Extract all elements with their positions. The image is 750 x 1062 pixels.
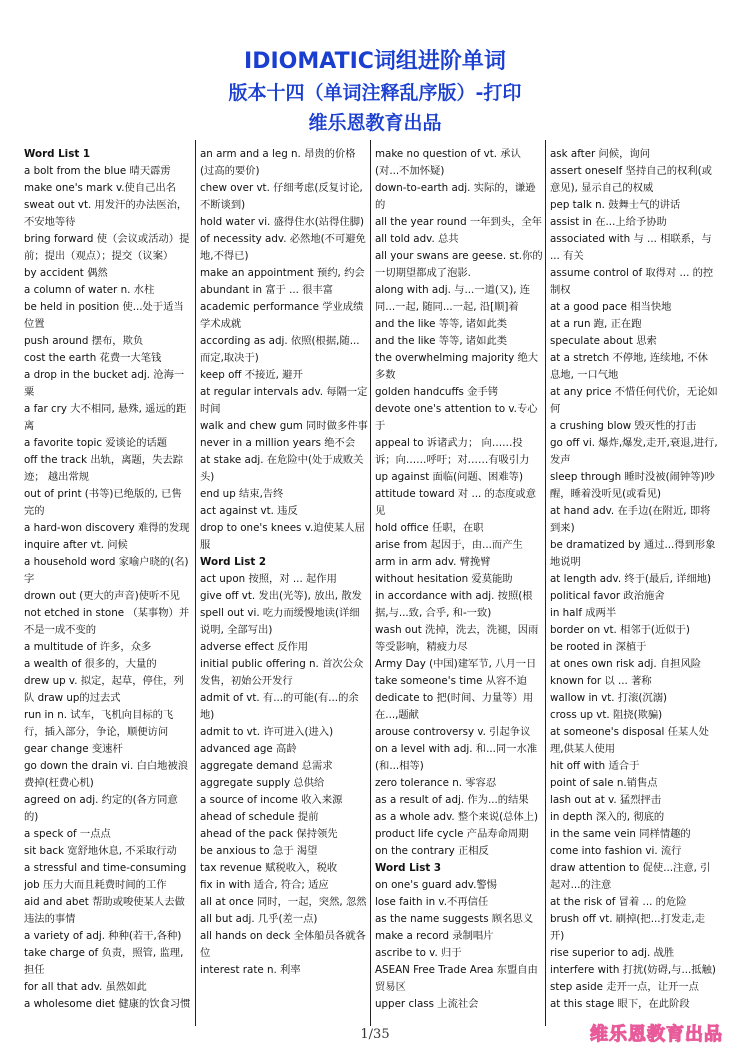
- page-number: 1/35: [360, 1027, 390, 1042]
- vocab-entry: a wholesome diet 健康的饮食习惯: [24, 998, 191, 1010]
- vocab-entry: give off vt. 发出(光等), 放出, 散发: [200, 590, 362, 602]
- vocab-entry: arise from 起因于，由...而产生: [375, 539, 523, 551]
- vocab-entry: a stressful and time-consuming job 压力大而且耗费时间的工作: [24, 862, 187, 891]
- vocab-entry: take charge of 负责，照管, 监理, 担任: [24, 947, 184, 976]
- vocab-entry: agreed on adj. 约定的(各方同意的): [24, 794, 178, 823]
- vocab-entry: make a record 录制唱片: [375, 930, 494, 942]
- vocab-entry: assist in 在...上给予协助: [550, 216, 667, 228]
- vocab-entry: ASEAN Free Trade Area 东盟自由贸易区: [375, 964, 538, 993]
- vocab-entry: out of print (书等)已绝版的, 已售完的: [24, 488, 182, 517]
- vocab-entry: product life cycle 产品寿命周期: [375, 828, 529, 840]
- vocab-entry: come into fashion vi. 流行: [550, 845, 682, 857]
- vocab-entry: at ones own risk adj. 自担风险: [550, 658, 702, 670]
- vocab-entry: all at once 同时，一起，突然, 忽然: [200, 896, 367, 908]
- vocab-entry: of necessity adv. 必然地(不可避免地,不得已): [200, 233, 366, 262]
- vocab-entry: appeal to 诉诸武力； 向……投诉；向……呼吁；对……有吸引力: [375, 437, 530, 466]
- vocab-entry: at this stage 眼下，在此阶段: [550, 998, 690, 1010]
- vocab-entry: a bolt from the blue 晴天霹雳: [24, 165, 171, 177]
- vocab-entry: cross up vt. 阻挠(欺骗): [550, 709, 663, 721]
- vocab-entry: lash out at v. 猛烈抨击: [550, 794, 662, 806]
- vocab-entry: aid and abet 帮助或唆使某人去做违法的事情: [24, 896, 185, 925]
- vocab-entry: sleep through 睡时没被(闹钟等)吵醒，睡着没听见(或看见): [550, 471, 715, 500]
- vocab-entry: inquire after vt. 问候: [24, 539, 128, 551]
- vocab-entry: wallow in vt. 打滚(沉溺): [550, 692, 668, 704]
- vocab-entry: hold office 任职，在职: [375, 522, 484, 534]
- vocab-entry: adverse effect 反作用: [200, 641, 309, 653]
- vocab-entry: end up 结束,告终: [200, 488, 284, 500]
- vocab-entry: hold water vi. 盛得住水(站得住脚): [200, 216, 365, 228]
- vocab-entry: golden handcuffs 金手铐: [375, 386, 499, 398]
- vocab-entry: as a whole adv. 整个来说(总体上): [375, 811, 539, 823]
- vocab-entry: all told adv. 总共: [375, 233, 459, 245]
- vocab-entry: zero tolerance n. 零容忍: [375, 777, 497, 789]
- vocab-entry: make one's mark v.使自己出名: [24, 182, 177, 194]
- publisher-line: 维乐恩教育出品: [308, 112, 442, 134]
- vocab-entry: a column of water n. 水柱: [24, 284, 155, 296]
- vocab-entry: a variety of adj. 种种(若干,各种): [24, 930, 182, 942]
- vocab-entry: assume control of 取得对 ... 的控制权: [550, 267, 714, 296]
- vocab-entry: by accident 偶然: [24, 267, 108, 279]
- vocab-entry: a source of income 收入来源: [200, 794, 343, 806]
- vocab-entry: wash out 洗掉，洗去，洗褪，因雨等受影响，精疲力尽: [375, 624, 539, 653]
- vocab-entry: all but adj. 几乎(差一点): [200, 913, 318, 925]
- vocab-entry: spell out vi. 吃力而缓慢地读(详细说明, 全部写出): [200, 607, 360, 636]
- vocab-entry: up against 面临(问题、困难等): [375, 471, 523, 483]
- vocab-entry: abundant in 富于 ... 很丰富: [200, 284, 334, 296]
- vocab-entry: devote one's attention to v.专心于: [375, 403, 538, 432]
- vocab-entry: a hard-won discovery 难得的发现: [24, 522, 190, 534]
- watermark-logo: 维乐恩教育出品: [590, 1024, 723, 1045]
- vocab-entry: at the risk of 冒着 ... 的危险: [550, 896, 687, 908]
- vocab-entry: a far cry 大不相同, 悬殊, 遥远的距离: [24, 403, 187, 432]
- vocab-entry: gear change 变速杆: [24, 743, 123, 755]
- vocab-entry: keep off 不接近, 避开: [200, 369, 303, 381]
- vocab-entry: an arm and a leg n. 昂贵的价格(过高的要价): [200, 148, 356, 177]
- vocab-entry: pep talk n. 鼓舞士气的讲话: [550, 199, 681, 211]
- vocab-entry: on a level with adj. 和...同一水准(和...相等): [375, 743, 538, 772]
- vocab-entry: as a result of adj. 作为...的结果: [375, 794, 529, 806]
- vocab-entry: arm in arm adv. 臂挽臂: [375, 556, 491, 568]
- vocab-entry: walk and chew gum 同时做多件事: [200, 420, 368, 432]
- vocab-entry: dedicate to 把(时间、力量等）用在...,题献: [375, 692, 534, 721]
- vocab-entry: aggregate supply 总供给: [200, 777, 325, 789]
- vocab-entry: bring forward 使（会议或活动）提前；提出（观点）；提交（议案）: [24, 233, 190, 262]
- vocab-entry: be anxious to 急于 渴望: [200, 845, 318, 857]
- vocab-entry: ask after 问候，询问: [550, 148, 651, 160]
- vocab-entry: border on vt. 相邻于(近似于): [550, 624, 690, 636]
- vocab-column-3: [375, 146, 543, 1026]
- vocab-entry: political favor 政治施舍: [550, 590, 665, 602]
- vocab-entry: go off vi. 爆炸,爆发,走开,衰退,进行,发声: [550, 437, 718, 466]
- vocab-entry: and the like 等等, 诸如此类: [375, 335, 508, 347]
- vocab-entry: in depth 深入的, 彻底的: [550, 811, 665, 823]
- vocab-entry: ascribe to v. 归于: [375, 947, 462, 959]
- vocab-entry: academic performance 学业成绩 学术成就: [200, 301, 364, 330]
- vocab-entry: at stake adj. 在危险中(处于成败关头): [200, 454, 364, 483]
- vocab-entry: drown out (更大的声音)使听不见: [24, 590, 180, 602]
- vocab-entry: draw attention to 促使...注意, 引起对...的注意: [550, 862, 711, 891]
- vocab-entry: act upon 按照，对 ... 起作用: [200, 573, 337, 585]
- vocab-entry: at hand adv. 在手边(在附近, 即将到来): [550, 505, 711, 534]
- column-divider: [545, 140, 546, 1026]
- vocab-entry: make no question of vt. 承认(对...不加怀疑): [375, 148, 521, 177]
- document-subtitle: 版本十四（单词注释乱序版）-打印: [228, 82, 522, 104]
- word-list-heading: Word List 2: [200, 556, 266, 568]
- column-divider: [195, 140, 196, 1026]
- vocab-entry: ahead of schedule 提前: [200, 811, 319, 823]
- vocab-column-1: [24, 146, 192, 1026]
- vocab-entry: aggregate demand 总需求: [200, 760, 333, 772]
- vocab-entry: push around 摆布，欺负: [24, 335, 144, 347]
- vocab-entry: at a run 跑, 正在跑: [550, 318, 642, 330]
- vocab-column-2: [200, 146, 368, 1026]
- vocab-entry: at any price 不惜任何代价，无论如何: [550, 386, 718, 415]
- vocab-entry: off the track 出轨，离题，失去踪迹； 越出常规: [24, 454, 183, 483]
- vocab-entry: admit of vt. 有...的可能(有...的余地): [200, 692, 359, 721]
- vocab-entry: Army Day (中国)建军节, 八月一日: [375, 658, 537, 670]
- word-list-heading: Word List 3: [375, 862, 441, 874]
- vocab-entry: in accordance with adj. 按照(根据,与...致, 合乎, 和-一致): [375, 590, 533, 619]
- vocab-entry: all the year round 一年到头，全年: [375, 216, 542, 228]
- vocab-entry: ahead of the pack 保持领先: [200, 828, 338, 840]
- vocab-entry: make an appointment 预约, 约会: [200, 267, 365, 279]
- vocab-entry: step aside 走开一点，让开一点: [550, 981, 699, 993]
- vocab-entry: lose faith in v.不再信任: [375, 896, 489, 908]
- vocab-entry: at regular intervals adv. 每隔一定时间: [200, 386, 368, 415]
- vocab-entry: cost the earth 花费一大笔钱: [24, 352, 162, 364]
- vocab-entry: interest rate n. 利率: [200, 964, 301, 976]
- vocab-entry: tax revenue 赋税收入，税收: [200, 862, 338, 874]
- vocab-entry: sweat out vt. 用发汗的办法医治，不安地等待: [24, 199, 188, 228]
- vocab-entry: at length adv. 终于(最后, 详细地): [550, 573, 712, 585]
- vocab-entry: on one's guard adv.警惕: [375, 879, 497, 891]
- word-list-heading: Word List 1: [24, 148, 90, 160]
- vocab-entry: at a good pace 相当快地: [550, 301, 672, 313]
- vocab-entry: arouse controversy v. 引起争议: [375, 726, 531, 738]
- vocab-entry: a multitude of 许多，众多: [24, 641, 152, 653]
- vocab-entry: assert oneself 坚持自己的权利(或意见), 显示自己的权威: [550, 165, 712, 194]
- vocab-entry: along with adj. 与...一道(又), 连同...一起, 随同...一起, 沿[顺]着: [375, 284, 531, 313]
- vocab-entry: go down the drain vi. 白白地被浪费掉(枉费心机): [24, 760, 189, 789]
- vocab-entry: act against vt. 违反: [200, 505, 298, 517]
- vocab-entry: never in a million years 绝不会: [200, 437, 356, 449]
- vocab-entry: on the contrary 正相反: [375, 845, 489, 857]
- vocab-entry: without hesitation 爱莫能助: [375, 573, 513, 585]
- column-divider: [370, 140, 371, 1026]
- vocab-entry: fix in with 适合, 符合; 适应: [200, 879, 329, 891]
- vocab-entry: upper class 上流社会: [375, 998, 479, 1010]
- vocab-entry: a drop in the bucket adj. 沧海一粟: [24, 369, 185, 398]
- vocab-entry: initial public offering n. 首次公众发售，初始公开发行: [200, 658, 364, 687]
- vocab-entry: at someone's disposal 任某人处理,供某人使用: [550, 726, 709, 755]
- vocab-entry: drop to one's knees v.迫使某人屈服: [200, 522, 365, 551]
- vocab-entry: and the like 等等, 诸如此类: [375, 318, 508, 330]
- vocab-entry: a wealth of 很多的，大量的: [24, 658, 157, 670]
- vocab-entry: as the name suggests 顾名思义: [375, 913, 534, 925]
- vocab-entry: at a stretch 不停地, 连续地, 不休息地, 一口气地: [550, 352, 708, 381]
- vocab-entry: take someone's time 从容不迫: [375, 675, 527, 687]
- vocab-entry: advanced age 高龄: [200, 743, 297, 755]
- vocab-entry: run in n. 试车，飞机向目标的飞行，插入部分，争论，顺便访问: [24, 709, 174, 738]
- vocab-entry: a favorite topic 爱谈论的话题: [24, 437, 168, 449]
- vocab-entry: all hands on deck 全体船员各就各位: [200, 930, 366, 959]
- vocab-entry: known for 以 ... 著称: [550, 675, 652, 687]
- vocab-entry: be held in position 使...处于适当位置: [24, 301, 184, 330]
- vocab-entry: the overwhelming majority 绝大多数: [375, 352, 539, 381]
- vocab-entry: be rooted in 深植于: [550, 641, 647, 653]
- vocab-entry: interfere with 打扰(妨碍,与...抵触): [550, 964, 716, 976]
- vocab-entry: all your swans are geese. st.你的一切期望都成了泡影.: [375, 250, 543, 279]
- vocab-entry: point of sale n.销售点: [550, 777, 658, 789]
- vocab-entry: chew over vt. 仔细考虑(反复讨论,不断谈到): [200, 182, 363, 211]
- vocab-entry: a speck of 一点点: [24, 828, 111, 840]
- vocab-entry: speculate about 思索: [550, 335, 657, 347]
- vocab-entry: not etched in stone （某事物）并不是一成不变的: [24, 607, 190, 636]
- vocab-entry: rise superior to adj. 战胜: [550, 947, 675, 959]
- vocab-entry: in the same vein 同样情趣的: [550, 828, 691, 840]
- vocab-entry: be dramatized by 通过...得到形象地说明: [550, 539, 716, 568]
- vocab-entry: admit to vt. 许可进入(进入): [200, 726, 334, 738]
- document-title: IDIOMATIC词组进阶单词: [244, 49, 506, 74]
- vocab-entry: drew up v. 拟定，起草，停住，列队 draw up的过去式: [24, 675, 184, 704]
- vocab-entry: a household word 家喻户晓的(名)字: [24, 556, 189, 585]
- vocab-entry: for all that adv. 虽然如此: [24, 981, 147, 993]
- vocab-entry: a crushing blow 毁灭性的打击: [550, 420, 697, 432]
- vocab-entry: brush off vt. 刷掉(把...打发走,走开): [550, 913, 705, 942]
- vocab-entry: hit off with 适合于: [550, 760, 640, 772]
- vocab-entry: according as adj. 依照(根据,随...而定,取决于): [200, 335, 360, 364]
- vocab-entry: associated with 与 ... 相联系，与 ... 有关: [550, 233, 712, 262]
- vocab-column-4: [550, 146, 718, 1026]
- vocab-entry: in half 成两半: [550, 607, 617, 619]
- vocab-entry: attitude toward 对 ... 的态度或意见: [375, 488, 537, 517]
- vocab-entry: sit back 宽舒地休息, 不采取行动: [24, 845, 177, 857]
- vocab-entry: down-to-earth adj. 实际的，谦逊的: [375, 182, 536, 211]
